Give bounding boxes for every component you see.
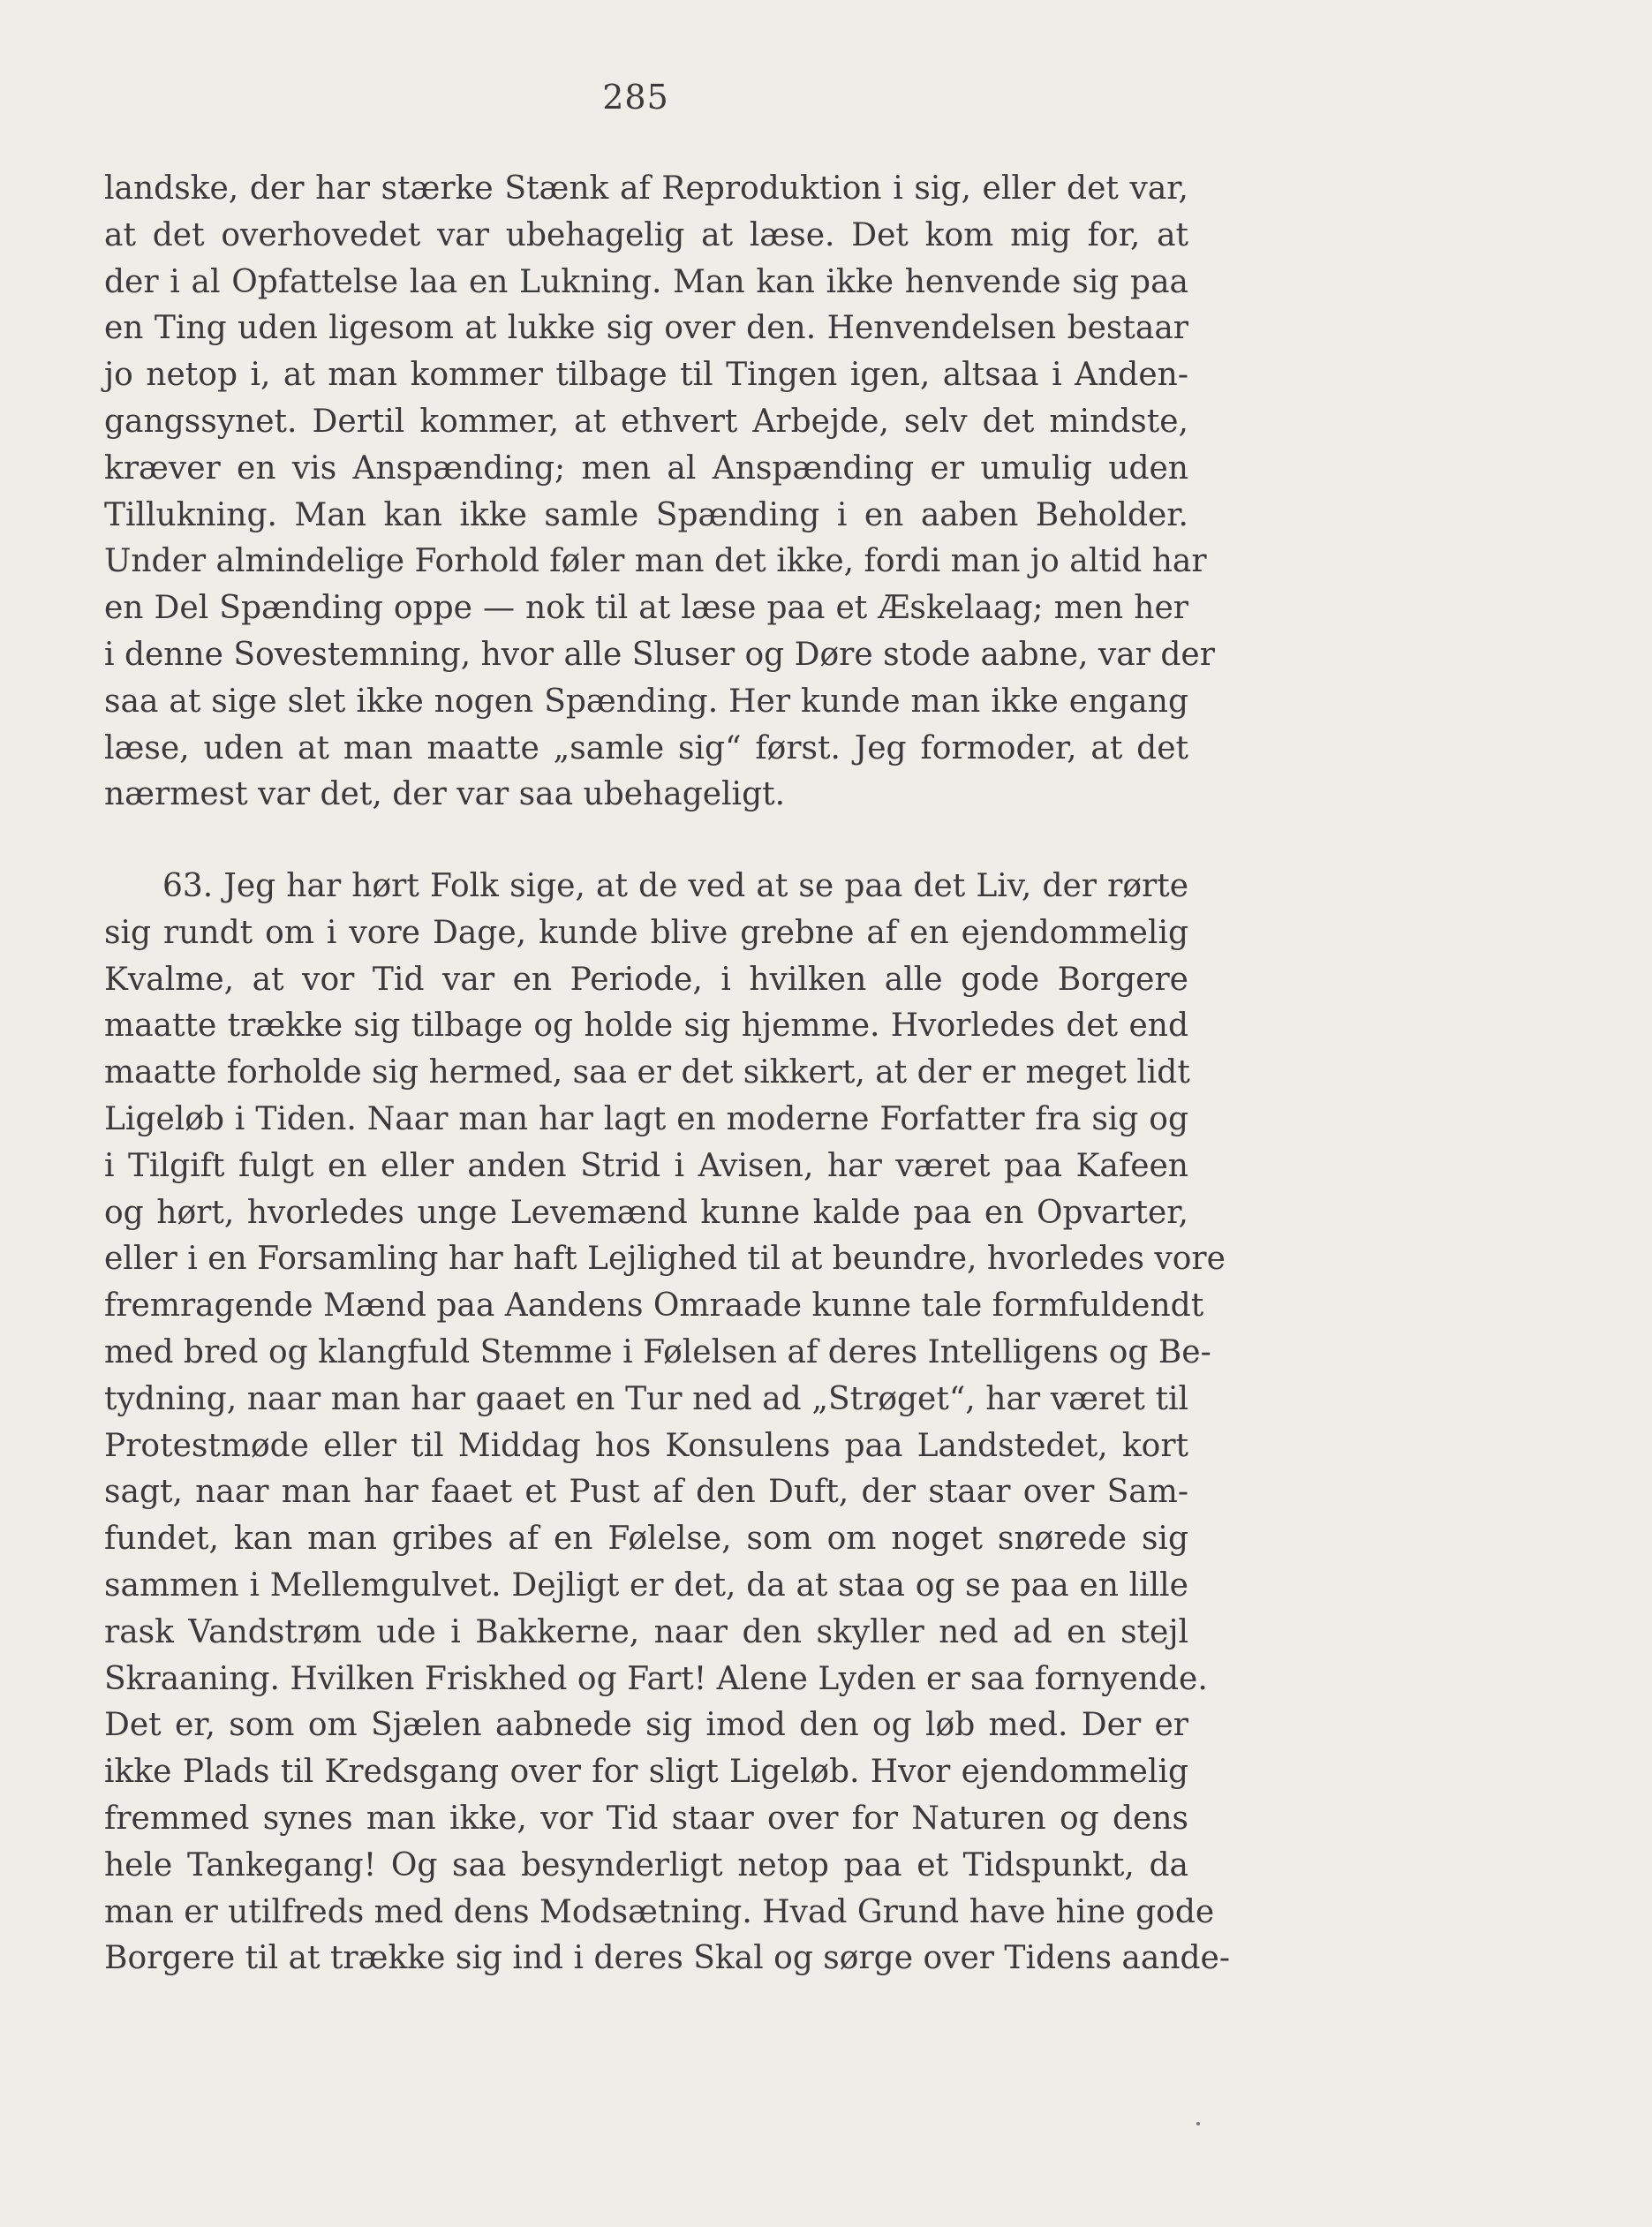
text-line: landske, der har stærke Stænk af Reproduktion i sig, eller det var,: [104, 170, 1188, 207]
text-line: eller i en Forsamling har haft Lejlighed til at beundre, hvorledes vore: [104, 1241, 1226, 1278]
text-line: fundet, kan man gribes af en Følelse, som om noget snørede sig: [104, 1521, 1188, 1558]
text-line: Tillukning. Man kan ikke samle Spænding i en aaben Beholder.: [104, 496, 1188, 533]
text-line: nærmest var det, der var saa ubehageligt.: [104, 776, 786, 813]
text-line: sagt, naar man har faaet et Pust af den Duft, der staar over Sam-: [104, 1474, 1188, 1511]
text-line: fremragende Mænd paa Aandens Omraade kunne tale formfuldendt: [104, 1287, 1204, 1325]
text-line: saa at sige slet ikke nogen Spænding. Her kunde man ikke engang: [104, 683, 1188, 720]
text-line: sammen i Mellemgulvet. Dejligt er det, da at staa og se paa en lille: [104, 1566, 1188, 1604]
scan-speck: [1196, 2122, 1200, 2125]
text-line: kræver en vis Anspænding; men al Anspænding er umulig uden: [104, 449, 1188, 487]
text-line: maatte trække sig tilbage og holde sig hjemme. Hvorledes det end: [104, 1008, 1188, 1045]
text-line: Borgere til at trække sig ind i deres Skal og sørge over Tidens aande-: [104, 1940, 1231, 1977]
text-line: rask Vandstrøm ude i Bakkerne, naar den skyller ned ad en stejl: [104, 1613, 1188, 1650]
text-line: der i al Opfattelse laa en Lukning. Man kan ikke henvende sig paa: [104, 263, 1188, 300]
text-line: man er utilfreds med dens Modsætning. Hvad Grund have hine gode: [104, 1893, 1215, 1930]
text-line: at det overhovedet var ubehagelig at læse. Det kom mig for, at: [104, 216, 1188, 253]
text-line: i denne Sovestemning, hvor alle Sluser og Døre stode aabne, var der: [104, 636, 1215, 673]
paragraph: [104, 864, 1231, 1982]
text-line: læse, uden at man maatte „samle sig“ først. Jeg formoder, at det: [104, 729, 1188, 766]
text-line: Kvalme, at vor Tid var en Periode, i hvilken alle gode Borgere: [104, 961, 1188, 998]
text-line: og hørt, hvorledes unge Levemænd kunne kalde paa en Opvarter,: [104, 1194, 1188, 1231]
text-line: Protestmøde eller til Middag hos Konsulens paa Landstedet, kort: [104, 1427, 1188, 1464]
text-line: hele Tankegang! Og saa besynderligt netop paa et Tidspunkt, da: [104, 1846, 1188, 1884]
text-line: Skraaning. Hvilken Friskhed og Fart! Alene Lyden er saa fornyende.: [104, 1660, 1208, 1697]
text-line: tydning, naar man har gaaet en Tur ned ad „Strøget“, har været til: [104, 1380, 1188, 1417]
paragraph: [104, 166, 1215, 819]
text-line: en Ting uden ligesom at lukke sig over den. Henvendelsen bestaar: [104, 310, 1188, 347]
page-number: 285: [602, 78, 669, 117]
text-line: maatte forholde sig hermed, saa er det sikkert, at der er meget lidt: [104, 1054, 1190, 1091]
text-line: Ligeløb i Tiden. Naar man har lagt en moderne Forfatter fra sig og: [104, 1100, 1188, 1137]
text-line: en Del Spænding oppe — nok til at læse paa et Æskelaag; men her: [104, 590, 1188, 627]
text-line: sig rundt om i vore Dage, kunde blive grebne af en ejendommelig: [104, 914, 1188, 951]
text-line: Under almindelige Forhold føler man det ikke, fordi man jo altid har: [104, 543, 1207, 580]
text-line: 63. Jeg har hørt Folk sige, at de ved at se paa det Liv, der rørte: [162, 868, 1188, 904]
text-line: ikke Plads til Kredsgang over for sligt Ligeløb. Hvor ejendommelig: [104, 1754, 1188, 1791]
text-line: Det er, som om Sjælen aabnede sig imod den og løb med. Der er: [104, 1707, 1188, 1744]
text-line: i Tilgift fulgt en eller anden Strid i Avisen, har været paa Kafeen: [104, 1147, 1188, 1184]
text-line: jo netop i, at man kommer tilbage til Tingen igen, altsaa i Anden-: [104, 357, 1188, 394]
text-line: med bred og klangfuld Stemme i Følelsen af deres Intelligens og Be-: [104, 1333, 1211, 1370]
text-line: fremmed synes man ikke, vor Tid staar over for Naturen og dens: [104, 1800, 1188, 1837]
text-line: gangssynet. Dertil kommer, at ethvert Arbejde, selv det mindste,: [104, 403, 1188, 440]
